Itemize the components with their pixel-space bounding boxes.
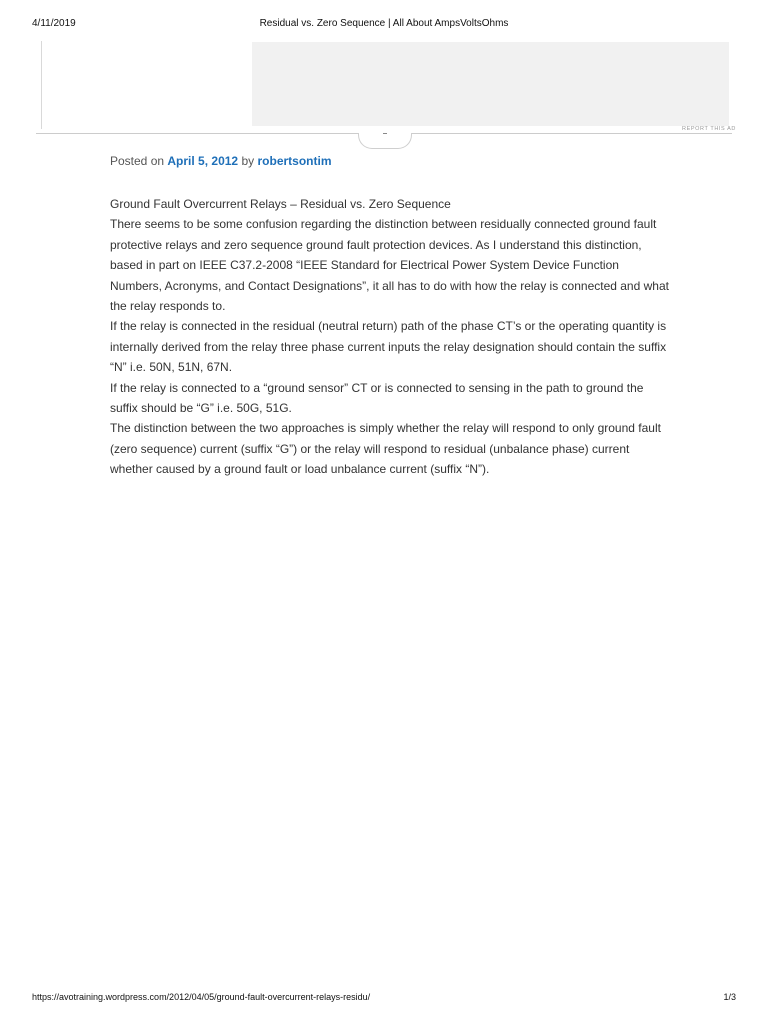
article-heading: Ground Fault Overcurrent Relays – Residual vs. Zero Sequence (110, 197, 451, 211)
article-body (110, 194, 670, 480)
post-date-link[interactable]: April 5, 2012 (167, 154, 239, 168)
print-footer (32, 992, 736, 1006)
author-link[interactable]: robertsontim (257, 154, 332, 168)
post-meta (110, 154, 332, 168)
article-paragraph: There seems to be some confusion regarding the distinction between residually connected ground fault protective relays and zero sequence ground fault protection devices. As I understand this distinction, based in part on IEEE C37.2-2008 “IEEE Standard for Electrical Power System Device Function Numbers, Acronyms, and Contact Designations”, it all has to do with how the relay is connected and what the relay responds to. (110, 217, 669, 314)
page-indicator: 1/3 (723, 992, 736, 1002)
ad-container (41, 41, 730, 129)
print-url: https://avotraining.wordpress.com/2012/04/05/ground-fault-overcurrent-relays-residu/ (32, 992, 371, 1002)
tab-grip-icon (383, 133, 387, 134)
report-ad-link[interactable]: REPORT THIS AD (682, 126, 736, 132)
print-header (32, 18, 736, 34)
ad-placeholder[interactable] (252, 42, 729, 126)
article-paragraph: If the relay is connected in the residual (neutral return) path of the phase CT’s or the operating quantity is internally derived from the relay three phase current inputs the relay designation should contain the suffix “N” i.e. 50N, 51N, 67N. (110, 319, 667, 375)
by-label: by (241, 154, 255, 168)
print-date: 4/11/2019 (32, 18, 76, 29)
article-paragraph: If the relay is connected to a “ground sensor” CT or is connected to sensing in the path to ground the suffix should be “G” i.e. 50G, 51G. (110, 380, 644, 416)
header-toggle-tab[interactable] (358, 133, 412, 149)
posted-on-label: Posted on (110, 154, 165, 168)
print-page-title: Residual vs. Zero Sequence | All About AmpsVoltsOhms (259, 18, 509, 29)
article-paragraph: The distinction between the two approaches is simply whether the relay will respond to only ground fault (zero sequence) current (suffix “G”) or the relay will respond to residual (unbalance phase) current whether caused by a ground fault or load unbalance current (suffix “N”). (110, 421, 661, 477)
